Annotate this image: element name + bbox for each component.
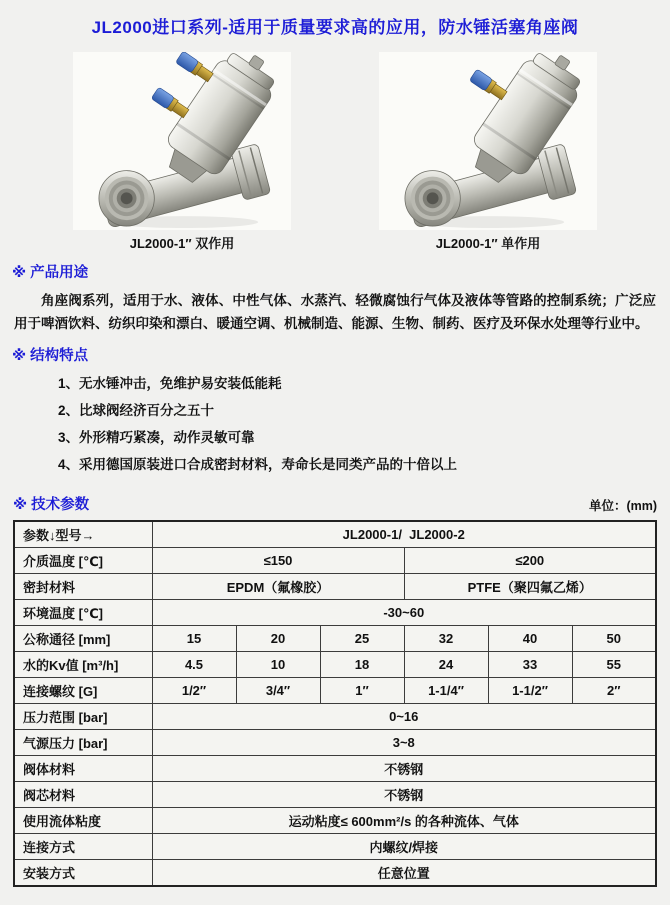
specs-table (13, 520, 657, 887)
section-usage (12, 261, 658, 335)
spec-value: 33 (488, 652, 572, 678)
spec-label: 连接方式 (14, 834, 152, 860)
spec-label: 连接螺纹 [G] (14, 678, 152, 704)
table-row-core-material (14, 782, 656, 808)
table-row-pressure-range (14, 704, 656, 730)
spec-label: 使用流体粘度 (14, 808, 152, 834)
table-row-ambient-temp (14, 600, 656, 626)
spec-label: 环境温度 [℃] (14, 600, 152, 626)
spec-value: 2″ (572, 678, 656, 704)
spec-value: 1″ (320, 678, 404, 704)
spec-label: 水的Kv值 [m³/h] (14, 652, 152, 678)
table-row-media-temp (14, 548, 656, 574)
spec-value: 任意位置 (152, 860, 656, 887)
table-row-connection-type (14, 834, 656, 860)
spec-value: 50 (572, 626, 656, 652)
spec-label: 压力范围 [bar] (14, 704, 152, 730)
spec-value: 内螺纹/焊接 (152, 834, 656, 860)
spec-value: 32 (404, 626, 488, 652)
section-header-usage: ※ 产品用途 (12, 265, 89, 281)
product-photos-row (0, 52, 670, 252)
product-figure-single-acting (379, 52, 597, 252)
spec-value: 1-1/4″ (404, 678, 488, 704)
spec-value: 20 (236, 626, 320, 652)
feature-item: 3、外形精巧紧凑，动作灵敏可靠 (58, 430, 255, 445)
spec-value: 不锈钢 (152, 756, 656, 782)
spec-value: 运动粘度≤ 600mm²/s 的各种流体、气体 (152, 808, 656, 834)
spec-value: 18 (320, 652, 404, 678)
table-row-body-material (14, 756, 656, 782)
spec-value: 55 (572, 652, 656, 678)
page-title: JL2000进口系列-适用于质量要求高的应用，防水锤活塞角座阀 (91, 18, 579, 37)
unit-label: 单位：(mm) (588, 499, 657, 513)
product-caption-double-acting: JL2000-1″ 双作用 (129, 236, 235, 251)
spec-label: 阀芯材料 (14, 782, 152, 808)
spec-label: 气源压力 [bar] (14, 730, 152, 756)
feature-item: 1、无水锤冲击，免维护易安装低能耗 (58, 376, 282, 391)
spec-value: 不锈钢 (152, 782, 656, 808)
spec-value: 3/4″ (236, 678, 320, 704)
spec-value: 40 (488, 626, 572, 652)
valve-photo-double-acting-icon (73, 52, 291, 230)
table-row-air-pressure (14, 730, 656, 756)
table-row-kv-value (14, 652, 656, 678)
spec-label: 介质温度 [℃] (14, 548, 152, 574)
section-header-features: ※ 结构特点 (12, 348, 89, 364)
spec-label: 安装方式 (14, 860, 152, 887)
table-row-mounting (14, 860, 656, 887)
spec-value: 25 (320, 626, 404, 652)
table-row-nominal-diameter (14, 626, 656, 652)
product-figure-double-acting (73, 52, 291, 252)
spec-value: 10 (236, 652, 320, 678)
spec-value: -30~60 (152, 600, 656, 626)
feature-item: 2、比球阀经济百分之五十 (58, 403, 215, 418)
spec-value: EPDM（氟橡胶） (152, 574, 404, 600)
section-header-specs: ※ 技术参数 (13, 497, 90, 513)
usage-paragraph: 角座阀系列，适用于水、液体、中性气体、水蒸汽、轻微腐蚀行气体及液体等管路的控制系统；广泛应用于啤酒饮料、纺织印染和漂白、暖通空调、机械制造、能源、生物、制药、医疗及环保水处理等行业中。 (14, 293, 656, 331)
spec-value: ≤200 (404, 548, 656, 574)
table-row-fluid-viscosity (14, 808, 656, 834)
spec-label: 阀体材料 (14, 756, 152, 782)
section-specs-header-row (13, 493, 657, 514)
spec-value: 1/2″ (152, 678, 236, 704)
spec-value: 0~16 (152, 704, 656, 730)
spec-value: 1-1/2″ (488, 678, 572, 704)
section-features (12, 344, 658, 478)
spec-label: 公称通径 [mm] (14, 626, 152, 652)
spec-value: 24 (404, 652, 488, 678)
features-list (58, 370, 658, 478)
table-row-model (14, 521, 656, 548)
spec-value: 4.5 (152, 652, 236, 678)
table-row-thread (14, 678, 656, 704)
feature-item: 4、采用德国原装进口合成密封材料，寿命长是同类产品的十倍以上 (58, 457, 458, 472)
spec-value: JL2000-1/ JL2000-2 (152, 521, 656, 548)
spec-value: 15 (152, 626, 236, 652)
spec-label: 密封材料 (14, 574, 152, 600)
product-caption-single-acting: JL2000-1″ 单作用 (435, 236, 541, 251)
spec-value: PTFE（聚四氟乙烯） (404, 574, 656, 600)
valve-photo-single-acting-icon (379, 52, 597, 230)
spec-value: 3~8 (152, 730, 656, 756)
spec-value: ≤150 (152, 548, 404, 574)
table-row-seal-material (14, 574, 656, 600)
spec-label: 参数↓型号→ (14, 521, 152, 548)
